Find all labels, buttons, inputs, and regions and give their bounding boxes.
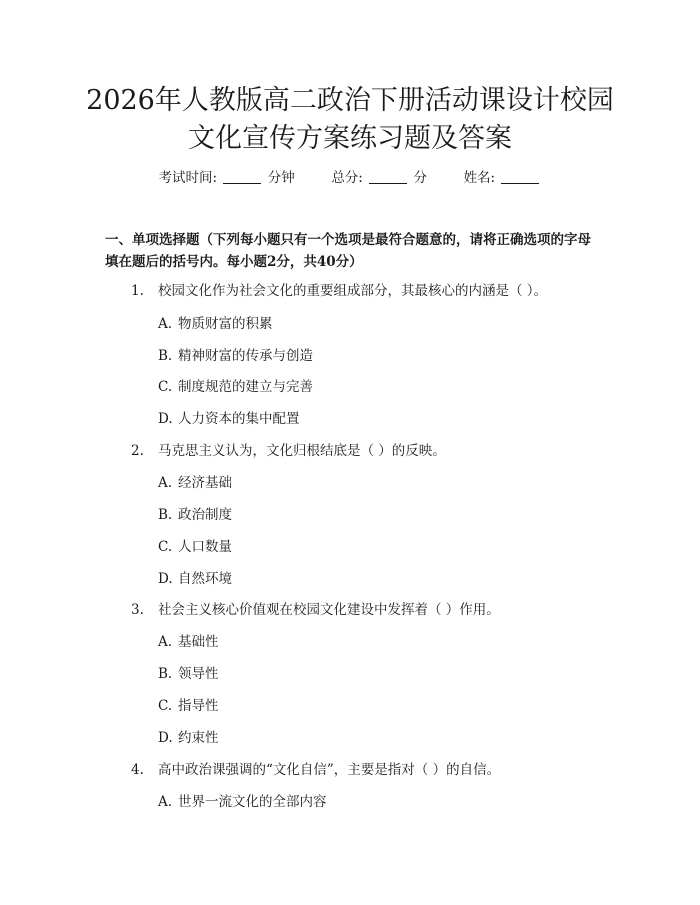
option-text: 制度规范的建立与完善 <box>178 379 313 395</box>
exam-info <box>0 168 700 188</box>
option-item <box>158 569 232 589</box>
question-text: 马克思主义认为，文化归根结底是（ ）的反映。 <box>158 443 446 459</box>
question-number: 1. <box>131 283 144 299</box>
option-letter: C. <box>158 698 173 714</box>
option-item <box>158 473 232 493</box>
total-score-unit: 分 <box>413 170 427 186</box>
option-text: 世界一流文化的全部内容 <box>178 794 327 810</box>
option-letter: A. <box>158 634 173 650</box>
question-number: 4. <box>131 762 144 778</box>
option-letter: B. <box>158 666 173 682</box>
document-title-line-2: 文化宣传方案练习题及答案 <box>188 123 512 154</box>
total-score-field <box>331 168 427 188</box>
option-letter: C. <box>158 539 173 555</box>
option-item <box>158 728 219 748</box>
option-item <box>158 792 327 812</box>
option-item <box>158 537 232 557</box>
option-letter: A. <box>158 794 173 810</box>
question-text: 社会主义核心价值观在校园文化建设中发挥着（ ）作用。 <box>158 602 500 618</box>
option-text: 经济基础 <box>178 475 232 491</box>
option-letter: A. <box>158 316 173 332</box>
student-name-field <box>464 168 542 188</box>
question-number: 2. <box>131 443 144 459</box>
option-letter: B. <box>158 348 173 364</box>
exam-time-field <box>159 168 295 188</box>
option-text: 约束性 <box>178 730 219 746</box>
option-text: 人力资本的集中配置 <box>178 411 300 427</box>
option-text: 物质财富的积累 <box>178 316 273 332</box>
section-heading: 一、单项选择题（下列每小题只有一个选项是最符合题意的，请将正确选项的字母填在题后的括号内。每小题2分，共40分） <box>105 232 591 270</box>
option-letter: B. <box>158 507 173 523</box>
option-item <box>158 632 219 652</box>
option-letter: C. <box>158 379 173 395</box>
option-item <box>158 377 313 397</box>
total-score-blank <box>369 169 407 184</box>
option-item <box>158 505 232 525</box>
option-text: 精神财富的传承与创造 <box>178 348 313 364</box>
option-item <box>158 346 313 366</box>
option-text: 指导性 <box>178 698 219 714</box>
student-name-label: 姓名: <box>463 170 496 186</box>
option-letter: D. <box>158 411 173 427</box>
option-text: 领导性 <box>178 666 219 682</box>
exam-time-label: 考试时间: <box>158 170 218 186</box>
exam-time-unit: 分钟 <box>267 170 295 186</box>
option-item <box>158 696 219 716</box>
option-text: 基础性 <box>178 634 219 650</box>
document-title-line-1: 2026年人教版高二政治下册活动课设计校园 <box>86 85 614 116</box>
total-score-label: 总分: <box>331 170 363 186</box>
exam-time-blank <box>223 169 261 184</box>
option-letter: A. <box>158 475 173 491</box>
question-text: 高中政治课强调的“文化自信”，主要是指对（ ）的自信。 <box>158 762 501 778</box>
option-item <box>158 409 300 429</box>
option-letter: D. <box>158 730 173 746</box>
option-item <box>158 664 219 684</box>
student-name-blank <box>501 169 539 184</box>
option-text: 政治制度 <box>178 507 232 523</box>
question-number: 3. <box>131 602 144 618</box>
option-text: 自然环境 <box>178 571 232 587</box>
option-text: 人口数量 <box>178 539 232 555</box>
question-text: 校园文化作为社会文化的重要组成部分，其最核心的内涵是（ ）。 <box>158 283 548 299</box>
option-item <box>158 314 273 334</box>
option-letter: D. <box>158 571 173 587</box>
